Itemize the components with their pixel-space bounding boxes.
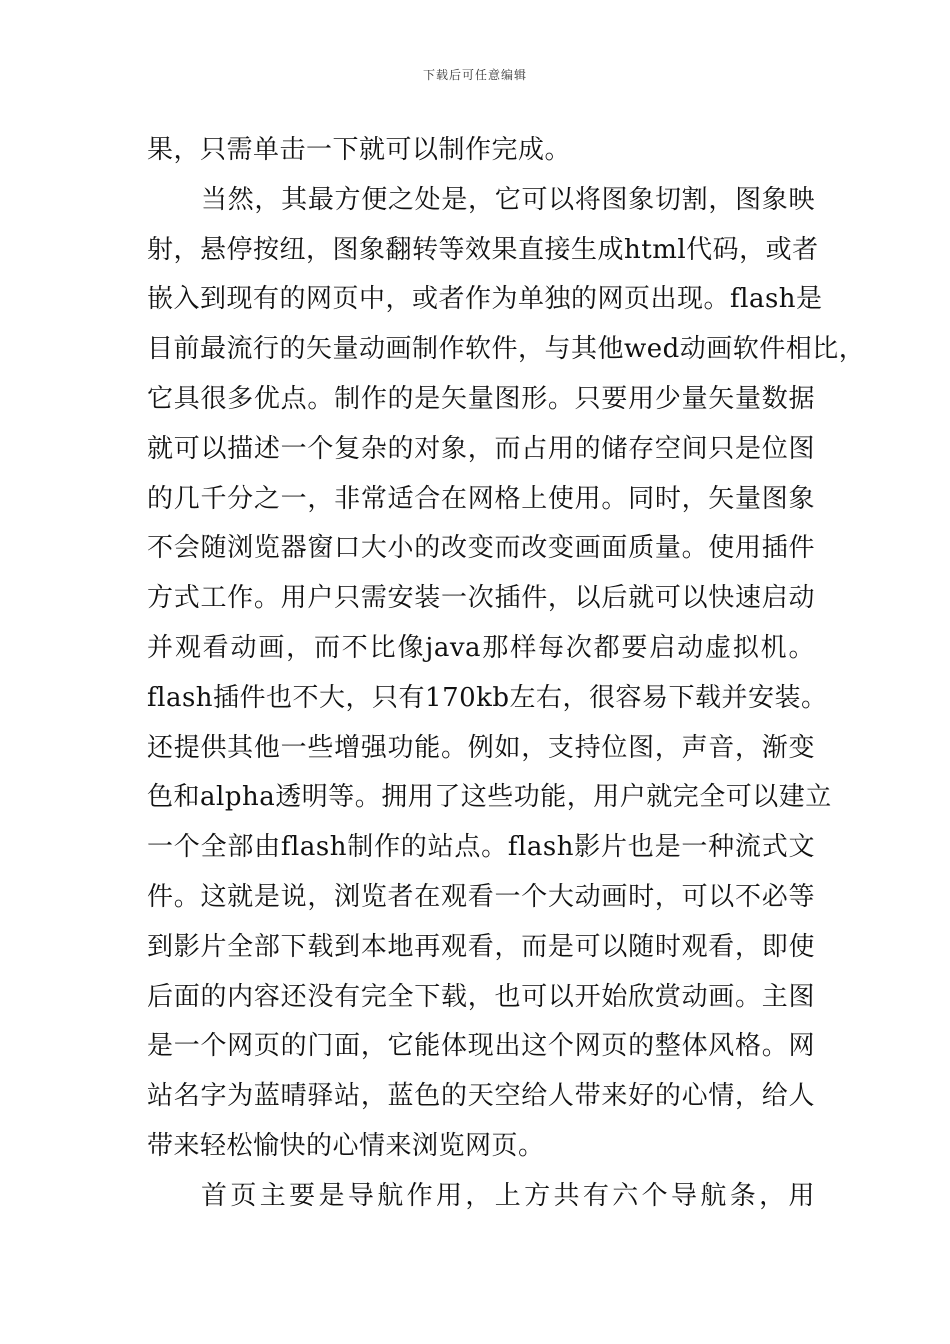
text-line: 不会随浏览器窗口大小的改变而改变画面质量。使用插件 xyxy=(147,533,815,564)
text-line: 嵌入到现有的网页中，或者作为单独的网页出现。flash是 xyxy=(147,284,823,315)
text-line: 到影片全部下载到本地再观看，而是可以随时观看，即使 xyxy=(147,931,815,962)
text-line: 的几千分之一，非常适合在网格上使用。同时，矢量图象 xyxy=(147,483,815,514)
text-line: 带来轻松愉快的心情来浏览网页。 xyxy=(147,1130,545,1161)
text-line: 当然，其最方便之处是，它可以将图象切割，图象映 xyxy=(201,184,815,215)
document-body xyxy=(147,126,866,1222)
text-line: 它具很多优点。制作的是矢量图形。只要用少量矢量数据 xyxy=(147,383,815,414)
text-line: 首页主要是导航作用，上方共有六个导航条，用 xyxy=(201,1180,815,1211)
text-line: flash插件也不大，只有170kb左右，很容易下载并安装。 xyxy=(147,682,828,713)
text-line: 射，悬停按纽，图象翻转等效果直接生成html代码，或者 xyxy=(147,234,819,265)
text-line: 目前最流行的矢量动画制作软件，与其他wed动画软件相比， xyxy=(147,334,866,365)
text-line: 就可以描述一个复杂的对象，而占用的储存空间只是位图 xyxy=(147,433,815,464)
text-line: 后面的内容还没有完全下载，也可以开始欣赏动画。主图 xyxy=(147,981,815,1012)
text-line: 一个全部由flash制作的站点。flash影片也是一种流式文 xyxy=(147,832,815,863)
text-line: 件。这就是说，浏览者在观看一个大动画时，可以不必等 xyxy=(147,881,815,912)
text-line: 并观看动画，而不比像java那样每次都要启动虚拟机。 xyxy=(147,632,815,663)
text-line: 是一个网页的门面，它能体现出这个网页的整体风格。网 xyxy=(147,1031,815,1062)
text-line: 站名字为蓝晴驿站，蓝色的天空给人带来好的心情，给人 xyxy=(147,1081,815,1112)
text-line: 色和alpha透明等。拥用了这些功能，用户就完全可以建立 xyxy=(147,782,832,813)
text-line: 果，只需单击一下就可以制作完成。 xyxy=(147,135,572,165)
page-header: 下载后可任意编辑 xyxy=(422,68,527,82)
text-line: 方式工作。用户只需安装一次插件，以后就可以快速启动 xyxy=(147,583,815,614)
text-line: 还提供其他一些增强功能。例如，支持位图，声音，渐变 xyxy=(147,732,815,763)
